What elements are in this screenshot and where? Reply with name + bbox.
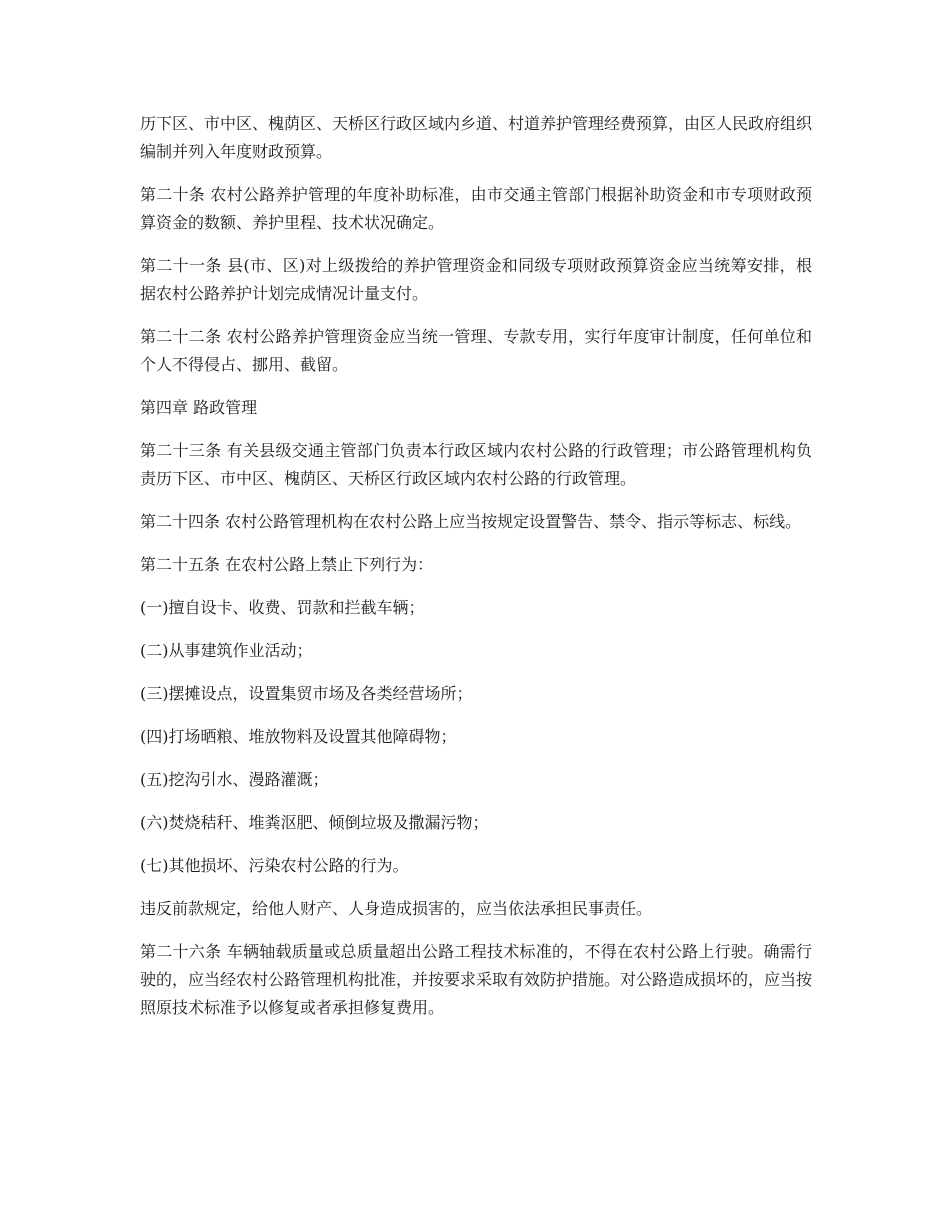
article-26: 第二十六条 车辆轴载质量或总质量超出公路工程技术标准的，不得在农村公路上行驶。确需行驶的，应当经农村公路管理机构批准，并按要求采取有效防护措施。对公路造成损坏的，应当按照原技术标准予以修复或者承担修复费用。 — [140, 942, 813, 1017]
list-item: (六)焚烧秸秆、堆粪沤肥、倾倒垃圾及撒漏污物； — [140, 813, 489, 832]
article-24: 第二十四条 农村公路管理机构在农村公路上应当按规定设置警告、禁令、指示等标志、标线。 — [140, 512, 802, 531]
list-item: (五)挖沟引水、漫路灌溉； — [140, 770, 329, 789]
list-item: (七)其他损坏、污染农村公路的行为。 — [140, 856, 409, 875]
paragraph: 历下区、市中区、槐荫区、天桥区行政区域内乡道、村道养护管理经费预算，由区人民政府组织编制并列入年度财政预算。 — [140, 114, 813, 161]
list-item: (三)摆摊设点，设置集贸市场及各类经营场所； — [140, 684, 473, 703]
list-item: (四)打场晒粮、堆放物料及设置其他障碍物； — [140, 727, 457, 746]
list-item: (二)从事建筑作业活动； — [140, 641, 313, 660]
article-25: 第二十五条 在农村公路上禁止下列行为： — [140, 555, 434, 574]
article-21: 第二十一条 县(市、区)对上级拨给的养护管理资金和同级专项财政预算资金应当统筹安排，根据农村公路养护计划完成情况计量支付。 — [140, 256, 812, 303]
paragraph: 违反前款规定，给他人财产、人身造成损害的，应当依法承担民事责任。 — [140, 899, 653, 918]
article-20: 第二十条 农村公路养护管理的年度补助标准，由市交通主管部门根据补助资金和市专项财政预算资金的数额、养护里程、技术状况确定。 — [140, 185, 812, 232]
document-page — [140, 110, 812, 1037]
chapter-heading: 第四章 路政管理 — [140, 398, 258, 417]
article-22: 第二十二条 农村公路养护管理资金应当统一管理、专款专用，实行年度审计制度，任何单位和个人不得侵占、挪用、截留。 — [140, 327, 812, 374]
article-23: 第二十三条 有关县级交通主管部门负责本行政区域内农村公路的行政管理；市公路管理机构负责历下区、市中区、槐荫区、天桥区行政区域内农村公路的行政管理。 — [140, 441, 812, 488]
list-item: (一)擅自设卡、收费、罚款和拦截车辆； — [140, 598, 425, 617]
